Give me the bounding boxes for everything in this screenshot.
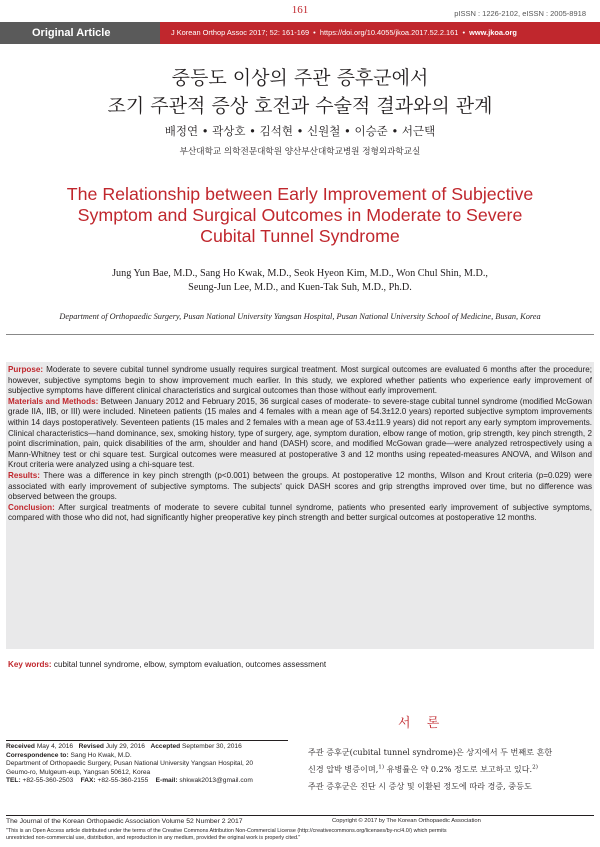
abstract-heading: Materials and Methods: <box>8 396 99 406</box>
abstract-results <box>8 471 592 503</box>
english-authors-line: Jung Yun Bae, M.D., Sang Ho Kwak, M.D., Seok Hyeon Kim, M.D., Won Chul Shin, M.D., <box>112 268 488 279</box>
department: Department of Orthopaedic Surgery, Pusan National University Yangsan Hospital, Pusan National University School of Medicine, Busan, Korea <box>59 312 541 321</box>
abstract-text: Moderate to severe cubital tunnel syndrome usually requires surgical treatment. Most surgical outcomes are evaluated 6 months after the procedure; however, subjective symptoms begin to show improvement much earlier. In this study, we explored whether patients who experience early improvement of subjective symptoms have different clinical characteristics and surgical outcomes than those without early improvement. <box>8 365 593 396</box>
issn: pISSN : 1226-2102, eISSN : 2005-8918 <box>454 9 586 18</box>
corr-address: Department of Orthopaedic Surgery, Pusan National University Yangsan Hospital, 20 <box>6 760 254 768</box>
corr-address: Geumo-ro, Mulgeum-eup, Yangsan 50612, Korea <box>6 768 151 776</box>
journal-citation: J Korean Orthop Assoc 2017; 52: 161-169 • https://doi.org/10.4055/jkoa.2017.52.2.161 • www.jkoa.org <box>171 28 517 37</box>
abstract <box>8 365 592 524</box>
page-number: 161 <box>291 4 309 16</box>
korean-authors: 배정연 • 곽상호 • 김석현 • 신원철 • 이승준 • 서근택 <box>164 124 436 138</box>
english-title-line: The Relationship between Early Improvement of Subjective <box>66 184 534 204</box>
abstract-methods <box>8 397 592 471</box>
divider <box>6 334 594 335</box>
footer-copyright: Copyright © 2017 by The Korean Orthopaedic Association <box>332 818 481 824</box>
header-bar <box>0 22 600 44</box>
divider <box>6 740 288 741</box>
korean-title-line: 중등도 이상의 주관 증후군에서 <box>171 67 429 89</box>
english-authors <box>40 267 560 295</box>
intro-line: 신경 압박 병증이며,$^{1)}$ 유병률은 약 0.2% 정도로 보고하고 있다.$^{2)}$ <box>308 764 538 774</box>
dates-line: Received May 4, 2016 Revised July 29, 2016 Accepted September 30, 2016 <box>6 743 242 750</box>
korean-affiliation: 부산대학교 의학전문대학원 양산부산대학교병원 정형외과학교실 <box>179 147 421 157</box>
english-title-line: Cubital Tunnel Syndrome <box>200 226 400 246</box>
intro-text <box>308 744 594 795</box>
keywords <box>8 660 592 669</box>
correspondence: Correspondence to: Sang Ho Kwak, M.D. <box>6 751 132 759</box>
korean-title-line: 조기 주관적 증상 호전과 수술적 결과와의 관계 <box>107 95 493 117</box>
keywords-text: cubital tunnel syndrome, elbow, symptom evaluation, outcomes assessment <box>53 660 327 669</box>
abstract-text: Between January 2012 and February 2015, 36 surgical cases of moderate- to severe-stage cubital tunnel syndrome (modified McGowan grade IIA, IIB, or III) were included. Nineteen patients (15 males and 4 females with a mean age of 54.3±12.0 years) reported subjective symptom improvements within 14 days postoperatively. Seventeen patients (15 males and 2 females with a mean age of 53.4±11.9 years) did not report any early symptom improvements. Clinical characteristics—hand dominance, sex, smoking history, type of surgery, age, symptom duration, elbow range of motion, grip strength, key pinch strength, 2 point discrimination, pain, quick disabilities of the arm, shoulder and hand (DASH) score, and modified McGowan grade—were analyzed retrospectively using a Mann-Whitney test or chi square test. Surgical outcomes were measured at postoperative 3 and 12 months using repeated-measures ANOVA, and Wilson and Krout criteria were analyzed using a chi-square test. <box>8 396 592 470</box>
abstract-heading: Results: <box>8 470 40 480</box>
abstract-purpose <box>8 365 592 397</box>
doi-link[interactable]: https://doi.org/10.4055/jkoa.2017.52.2.161 <box>319 28 459 37</box>
reference[interactable]: 2) <box>532 764 538 771</box>
article-type-label: Original Article <box>0 22 160 44</box>
abstract-text: There was a difference in key pinch strength (p<0.001) between the groups. At postoperative 12 months, Wilson and Krout criteria (p=0.029) were associated with early improvement of subjective symptoms. The subjects' quick DASH scores and grip strengths improved over time, but no difference was observed between the groups. <box>8 470 592 502</box>
footer-journal: The Journal of the Korean Orthopaedic Association Volume 52 Number 2 2017 <box>6 818 243 825</box>
email-link[interactable]: shkwak2013@gmail.com <box>179 777 253 785</box>
english-title <box>0 184 600 247</box>
abstract-heading: Conclusion: <box>8 502 55 512</box>
intro-line: 주관 증후군은 진단 시 증상 및 이환된 정도에 따라 경증, 중등도 <box>308 781 532 791</box>
abstract-text: After surgical treatments of moderate to severe cubital tunnel syndrome, patients who presented early improvement of subjective symptoms, compared with those who did not, had significantly higher preoperative key pinch strength and better surgical outcomes at postoperative 12 months. <box>8 502 592 523</box>
article-dates <box>6 743 296 786</box>
intro-heading: 서 론 <box>398 716 446 731</box>
footer-license <box>6 828 594 842</box>
keywords-heading: Key words: <box>8 660 52 669</box>
korean-title <box>0 64 600 120</box>
corr-contact: TEL: +82-55-360-2503 FAX: +82-55-360-2155 E-mail: shkwak2013@gmail.com <box>6 777 253 785</box>
intro-line: 주관 증후군(cubital tunnel syndrome)은 상지에서 두 번째로 흔한 <box>308 747 553 757</box>
abstract-heading: Purpose: <box>8 365 44 374</box>
english-title-line: Symptom and Surgical Outcomes in Moderate to Severe <box>77 205 523 225</box>
reference[interactable]: 1) <box>378 764 385 771</box>
license-line: "This is an Open Access article distributed under the terms of the Creative Commons Attribution Non-Commercial License (http://creativecommons.org/licenses/by-nc/4.0/) which permits <box>6 828 447 834</box>
journal-name: J Korean Orthop Assoc 2017; 52: 161-169 <box>171 28 310 37</box>
divider <box>6 815 594 816</box>
license-line: unrestricted non-commercial use, distribution, and reproduction in any medium, provided the original work is properly cited." <box>6 835 301 841</box>
english-authors-line: Seung-Jun Lee, M.D., and Kuen-Tak Suh, M.D., Ph.D. <box>188 282 412 293</box>
website-link[interactable]: www.jkoa.org <box>469 28 517 37</box>
abstract-conclusion <box>8 503 592 524</box>
